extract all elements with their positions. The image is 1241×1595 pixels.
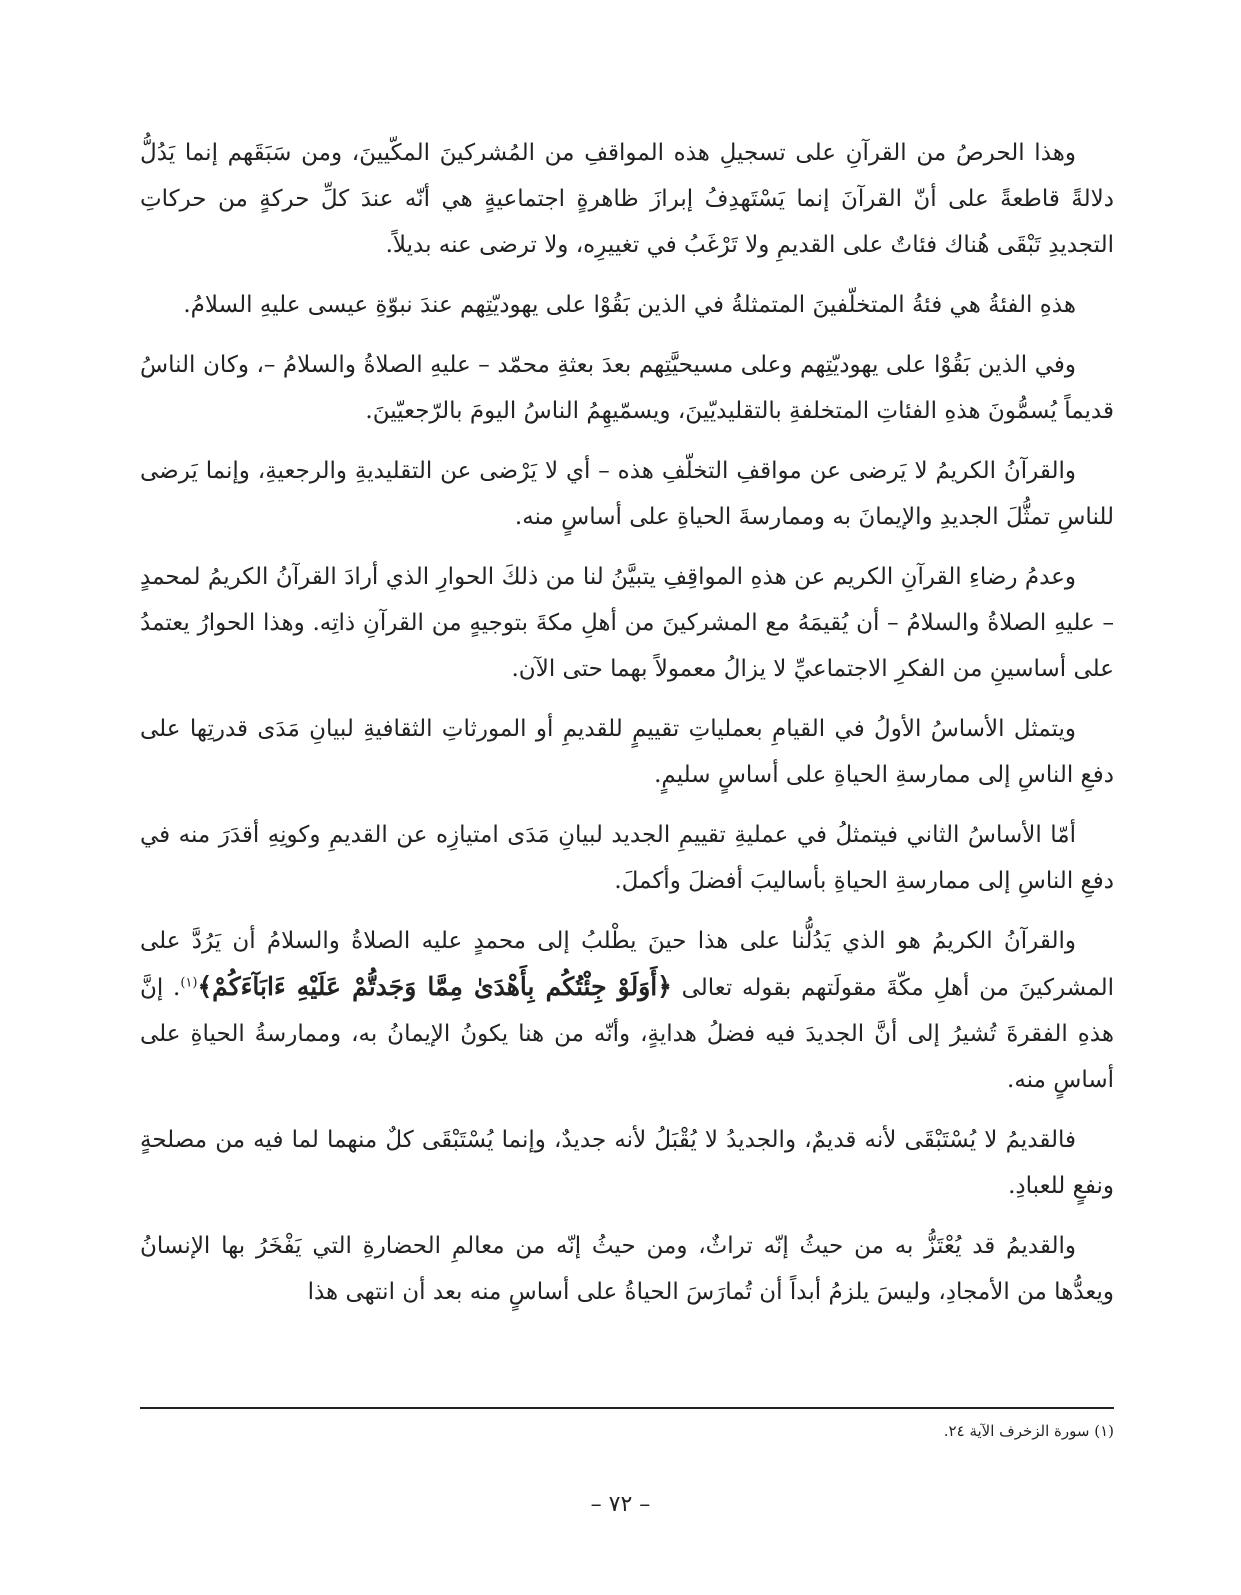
quran-verse: ﴿أَوَلَوْ جِئْتُكُم بِأَهْدَىٰ مِمَّا وَجَدتُّمْ عَلَيْهِ ءَابَآءَكُمْ﴾ <box>197 972 672 1001</box>
paragraph-4: والقرآنُ الكريمُ لا يَرضى عن مواقفِ التخلّفِ هذه – أي لا يَرْضى عن التقليديةِ والرجعيةِ، وإنما يَرضى للناسِ تمثُّلَ الجديدِ والإيمانَ به وممارسةَ الحياةِ على أساسٍ منه. <box>140 458 1114 530</box>
footnote-marker[interactable]: (١) <box>180 975 198 991</box>
page-body <box>140 130 1114 1329</box>
paragraph-9: فالقديمُ لا يُسْتَبْقَى لأنه قديمٌ، والجديدُ لا يُقْبَلُ لأنه جديدٌ، وإنما يُسْتَبْقَى كلٌ منهما لما فيه من مصلحةٍ ونفعٍ للعبادِ. <box>140 1127 1114 1199</box>
paragraph-6: ويتمثل الأساسُ الأولُ في القيامِ بعملياتِ تقييمٍ للقديمِ أو المورثاتِ الثقافيةِ لبيانِ مَدَى قدرتِها على دفعِ الناسِ إلى ممارسةِ الحياةِ على أساسٍ سليمٍ. <box>140 716 1114 788</box>
paragraph-1: وهذا الحرصُ من القرآنِ على تسجيلِ هذه المواقفِ من المُشركينَ المكّيينَ، ومن سَبَقَهم إنما يَدُلُّ دلالةً قاطعةً على أنّ القرآنَ إنما يَسْتَهدِفُ إبرازَ ظاهرةٍ اجتماعيةٍ هي أنّه عندَ كلِّ حركةٍ من حركاتِ التجديدِ تَبْقَى هُناك فئاتٌ على القديمِ ولا تَرْغَبُ في تغييرِه، ولا ترضى عنه بديلاً. <box>140 140 1114 258</box>
paragraph-5: وعدمُ رضاءِ القرآنِ الكريم عن هذهِ المواقِفِ يتبيَّنُ لنا من ذلكَ الحوارِ الذي أرادَ القرآنُ الكريمُ لمحمدٍ – عليهِ الصلاةُ والسلامُ – أن يُقيمَهُ مع المشركينَ من أهلِ مكةَ بتوجيهٍ من القرآنِ ذاتِه. وهذا الحوارُ يعتمدُ على أساسينِ من الفكرِ الاجتماعيِّ لا يزالُ معمولاً بهما حتى الآن. <box>140 564 1114 682</box>
paragraph-2: هذهِ الفئةُ هي فئةُ المتخلّفينَ المتمثلةُ في الذين بَقُوْا على يهوديّتِهم عندَ نبوّةِ عيسى عليهِ السلامُ. <box>183 292 1076 318</box>
footnote-divider <box>140 1407 1114 1409</box>
footnote: (١) سورة الزخرف الآية ٢٤. <box>943 1422 1114 1440</box>
paragraph-quran <box>140 918 1114 1103</box>
paragraph-10: والقديمُ قد يُعْتَزُّ به من حيثُ إنّه تراثٌ، ومن حيثُ إنّه من معالمِ الحضارةِ التي يَفْخَرُ بها الإنسانُ ويعدُّها من الأمجادِ، وليسَ يلزمُ أبداً أن تُمارَسَ الحياةُ على أساسٍ منه بعد أن انتهى هذا <box>140 1233 1114 1305</box>
quran-paragraph-after: . إنَّ هذهِ الفقرةَ تُشيرُ إلى أنَّ الجديدَ فيه فضلُ هدايةٍ، وأنّه من هنا يكونُ الإيمانُ به، وممارسةُ الحياةِ على أساسٍ منه. <box>140 975 1114 1093</box>
quran-paragraph-before: والقرآنُ الكريمُ هو الذي يَدُلُّنا على هذا حينَ يطْلبُ إلى محمدٍ عليه الصلاةُ والسلامُ أن يَرُدَّ على المشركينَ من أهلِ مكّةَ مقولَتهم بقوله تعالى <box>140 928 1114 1001</box>
page-number: – ٧٢ – <box>590 1492 651 1517</box>
paragraph-3: وفي الذين بَقُوْا على يهوديّتِهم وعلى مسيحيَّتِهم بعدَ بعثةِ محمّد – عليهِ الصلاةُ والسلامُ –، وكان الناسُ قديماً يُسمُّونَ هذهِ الفئاتِ المتخلفةِ بالتقليديّينَ، ويسمّيهِمُ الناسُ اليومَ بالرّجعيّينَ. <box>140 352 1114 424</box>
paragraph-7: أمّا الأساسُ الثاني فيتمثلُ في عمليةِ تقييمِ الجديد لبيانِ مَدَى امتيازِه عن القديمِ وكونِهِ أقدَرَ منه في دفعِ الناسِ إلى ممارسةِ الحياةِ بأساليبَ أفضلَ وأكملَ. <box>140 822 1114 894</box>
